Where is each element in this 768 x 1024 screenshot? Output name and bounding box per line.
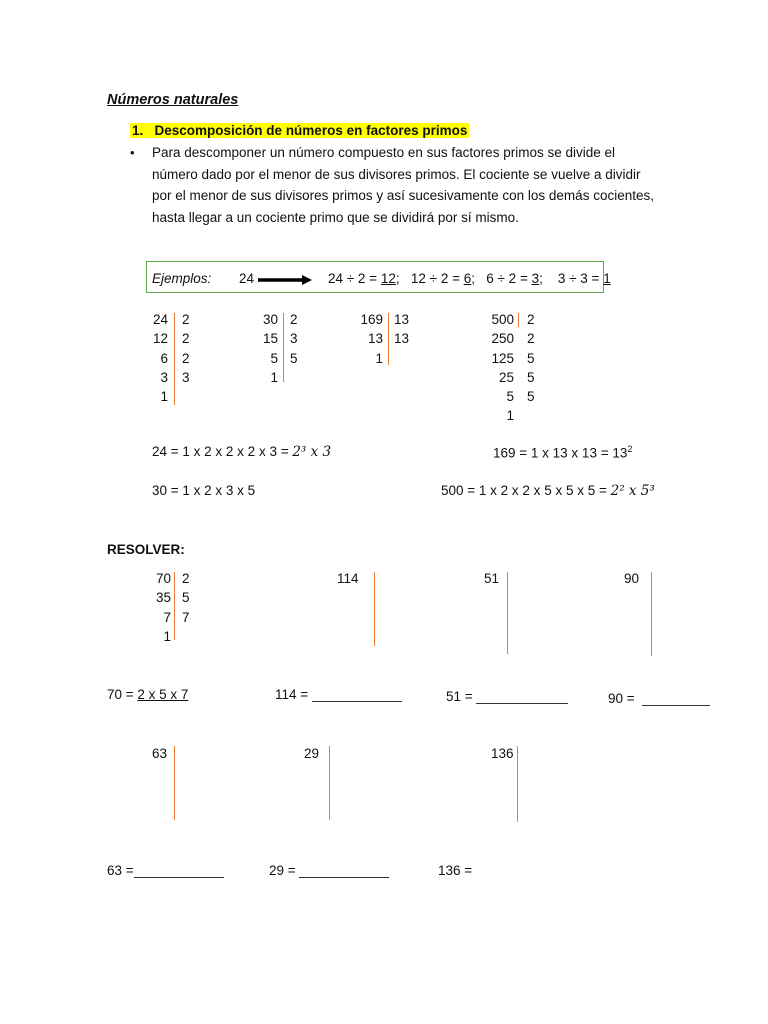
- dividend-column: 30 15 5 1: [262, 312, 278, 385]
- problem-63: 63: [152, 746, 168, 761]
- divisor-column: 2 2 5 5 5: [527, 312, 535, 405]
- divisor-column: 2 3 5: [290, 312, 298, 366]
- division-line: [174, 572, 175, 640]
- example-step: 12 ÷ 2 = 6;: [410, 271, 475, 286]
- example-number: 24: [239, 271, 255, 286]
- answer-114: 114 =: [275, 687, 402, 702]
- division-line: [329, 746, 330, 820]
- section-number: 1.: [132, 123, 144, 138]
- example-steps: [328, 271, 611, 286]
- example-step: 24 ÷ 2 = 12;: [328, 271, 400, 286]
- division-line: [507, 572, 508, 654]
- answer-blank[interactable]: [642, 687, 710, 706]
- answer-29: 29 =: [269, 863, 389, 878]
- dividend-column: 169 13 1: [360, 312, 383, 366]
- example-step: 6 ÷ 2 = 3;: [486, 271, 543, 286]
- bullet-paragraph: Para descomponer un número compuesto en sus factores primos se divide el número dado por el menor de sus divisores primos. El cociente se vuelve a dividir por el menor de sus divisores primos y así sucesivamente con los demás cocientes, hasta llegar a un cociente primo que se dividirá por sí mismo.: [152, 145, 654, 226]
- answer-63: 63 =: [107, 863, 224, 878]
- division-line: [518, 313, 519, 327]
- answer-51: 51 =: [446, 687, 568, 704]
- problem-29: 29: [304, 746, 320, 761]
- section-heading: [130, 123, 469, 138]
- answer-136: 136 =: [438, 863, 473, 878]
- resolver-heading: RESOLVER:: [107, 542, 185, 557]
- divisor-column: 2 2 2 3: [182, 312, 190, 385]
- answer-blank[interactable]: [134, 863, 224, 878]
- division-line: [388, 313, 389, 365]
- arrow-right-icon: [258, 274, 312, 286]
- problem-136: 136: [491, 746, 514, 761]
- answer-90: 90 =: [608, 687, 710, 706]
- result-500: 500 = 1 x 2 x 2 x 5 x 5 x 5 = 2² 𝑥 5³: [441, 483, 655, 499]
- division-line: [517, 746, 518, 822]
- result-169: 169 = 1 x 13 x $13 = 13^2$: [493, 444, 633, 461]
- divisor-column: 13 13: [394, 312, 410, 347]
- problem-114: 114: [337, 571, 359, 586]
- dividend-column: 70 35 7 1: [155, 571, 171, 644]
- division-line: [374, 572, 375, 646]
- result-24: 24 = 1 x 2 x 2 x 2 x 3 = 2³ 𝑥 3: [152, 444, 332, 460]
- page-title: Números naturales: [107, 92, 239, 108]
- division-line: [651, 572, 652, 656]
- answer-blank[interactable]: [299, 863, 389, 878]
- division-line: [174, 313, 175, 405]
- section-heading-text: Descomposición de números en factores primos: [154, 123, 468, 138]
- division-line: [283, 313, 284, 382]
- bullet-marker: •: [130, 145, 135, 160]
- answer-70: 70 = 2 x 5 x 7: [107, 687, 189, 702]
- example-step: 3 ÷ 3 = 1: [557, 271, 611, 286]
- example-label: Ejemplos:: [152, 271, 212, 286]
- answer-blank[interactable]: [312, 687, 402, 702]
- division-line: [174, 746, 175, 820]
- problem-51: 51: [484, 571, 500, 586]
- result-30: 30 = 1 x 2 x 3 x 5: [152, 483, 256, 498]
- answer-blank[interactable]: [476, 687, 568, 704]
- dividend-column: 24 12 6 3 1: [152, 312, 168, 405]
- problem-90: 90: [624, 571, 640, 586]
- dividend-column: 500 250 125 25 5 1: [491, 312, 514, 424]
- divisor-column: 2 5 7: [182, 571, 190, 625]
